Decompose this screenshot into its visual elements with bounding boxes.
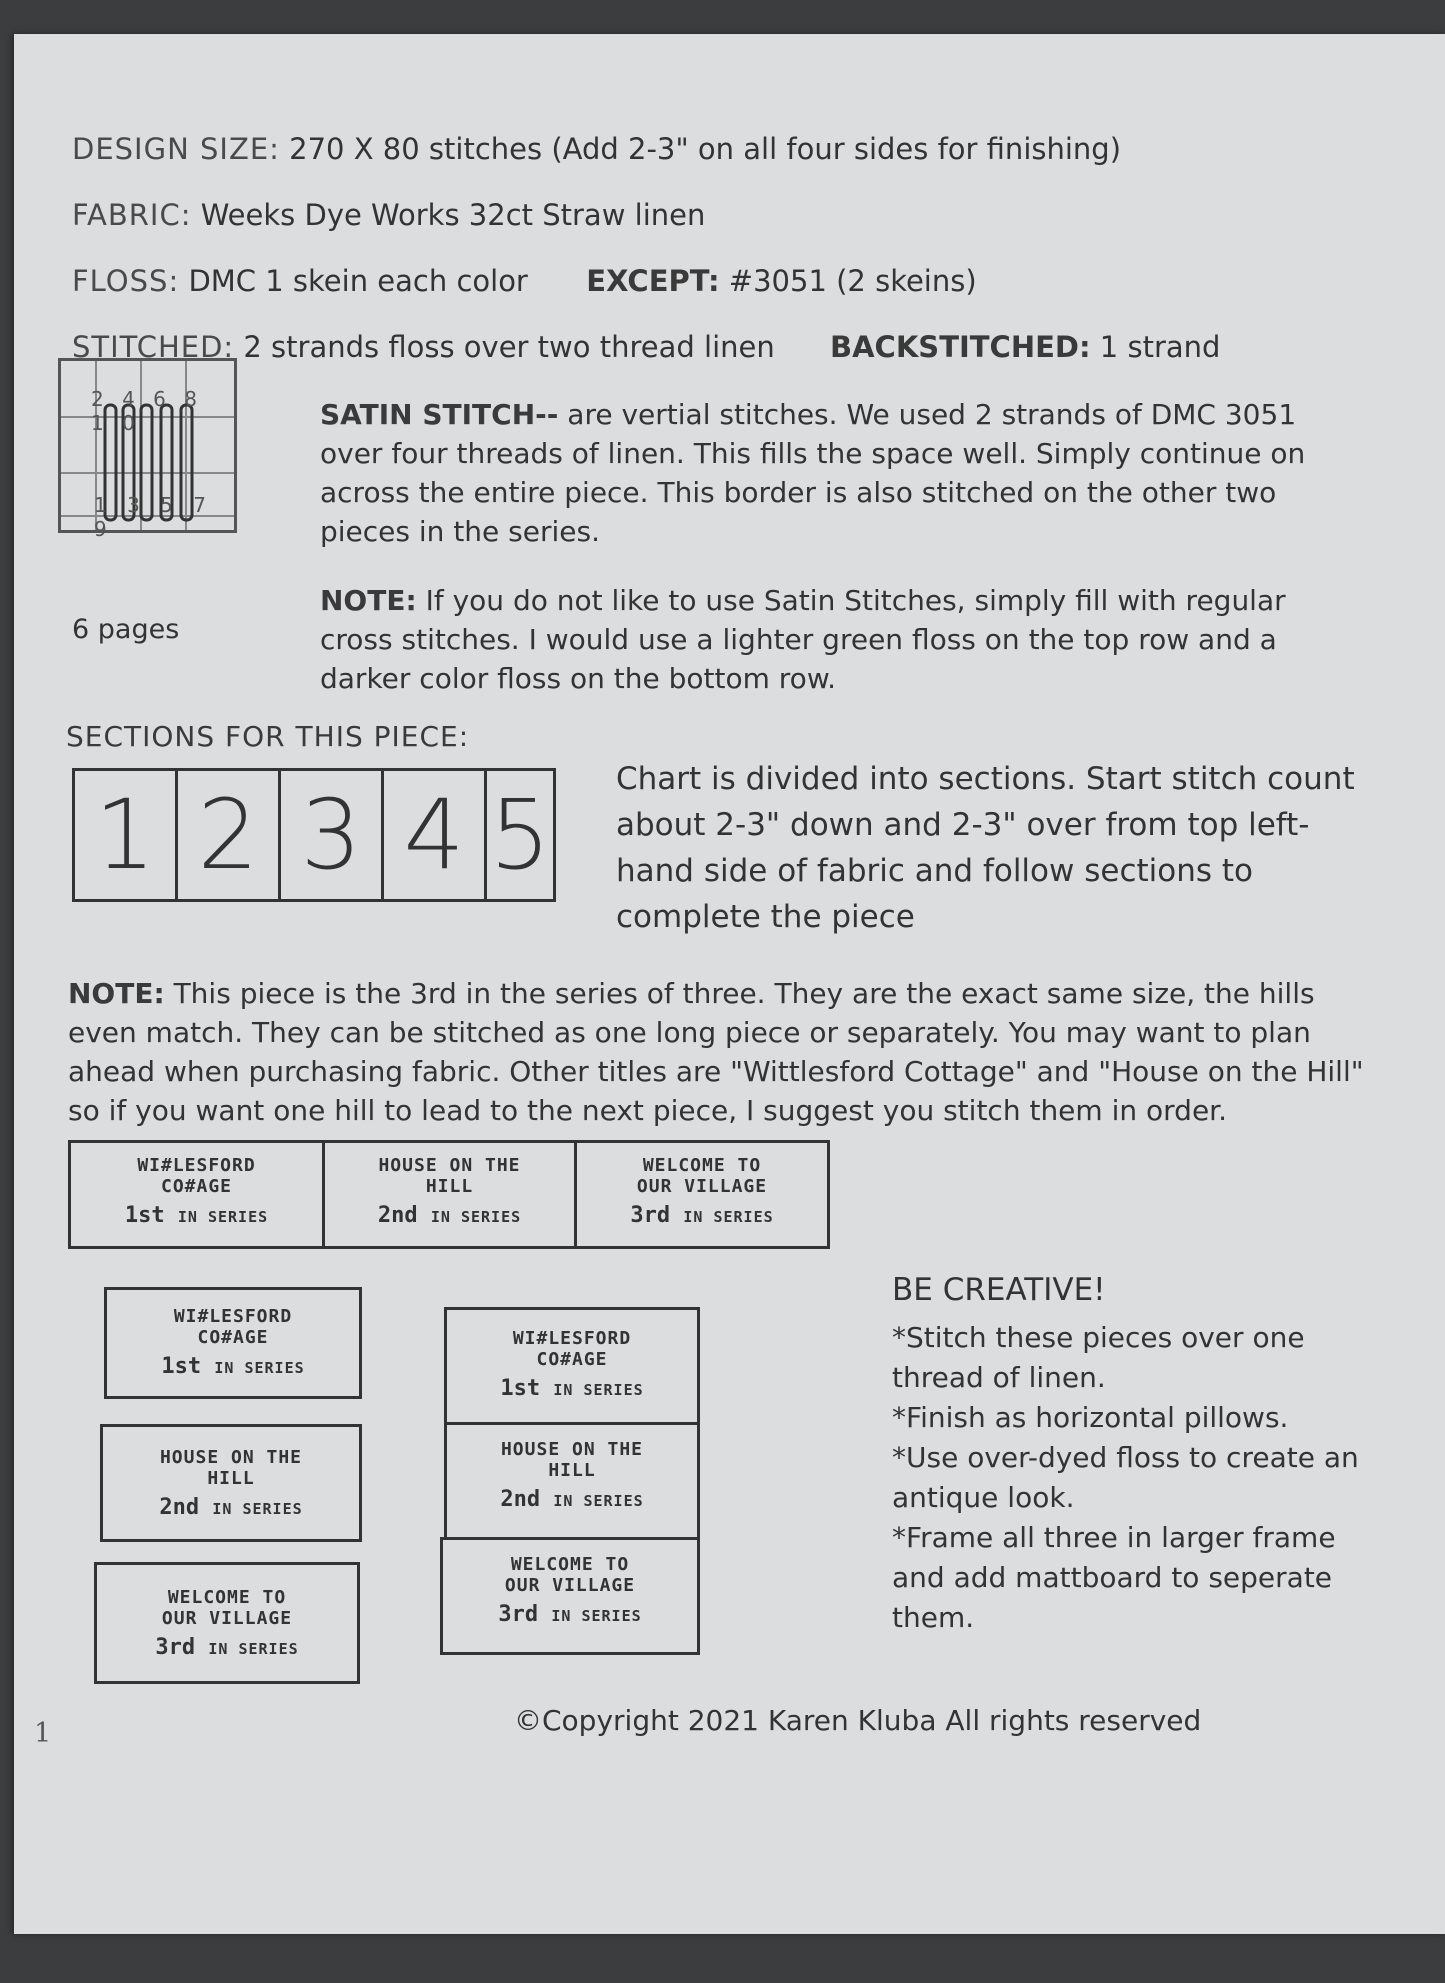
series-title-line1: HOUSE ON THE <box>378 1155 521 1176</box>
grid-bottom-numbers: 1 3 5 7 9 <box>94 493 213 541</box>
series-ordinal: 3rd <box>630 1203 671 1228</box>
section-box-1: 1 <box>75 771 178 899</box>
series-caption: IN SERIES <box>212 1500 303 1518</box>
sections-heading: SECTIONS FOR THIS PIECE: <box>66 720 470 753</box>
be-creative-list <box>892 1318 1362 1638</box>
pages-caption: 6 pages <box>72 614 180 645</box>
stitched-value: 2 strands floss over two thread linen <box>243 330 775 364</box>
series-ordinal: 3rd <box>498 1602 539 1627</box>
series-ordinal: 1st <box>124 1203 165 1228</box>
series-title-line1: WI#LESFORD <box>512 1328 632 1349</box>
grid-top-numbers: 2 4 6 8 1 0 <box>91 387 203 435</box>
series-title-line2: HILL <box>207 1468 255 1489</box>
series-box-2nd-stacked <box>444 1422 700 1540</box>
series-ordinal: 2nd <box>500 1487 541 1512</box>
copyright-text: ©Copyright 2021 Karen Kluba All rights reserved <box>514 1704 1202 1737</box>
series-caption: IN SERIES <box>553 1381 644 1399</box>
design-size-value: 270 X 80 stitches (Add 2-3" on all four sides for finishing) <box>289 132 1122 166</box>
backstitched-label: BACKSTITCHED: <box>830 330 1091 364</box>
series-caption: IN SERIES <box>177 1208 269 1226</box>
backstitched-line <box>830 330 1220 364</box>
section-box-3: 3 <box>281 771 384 899</box>
satin-heading: SATIN STITCH-- <box>320 398 559 431</box>
series-box-2nd <box>325 1143 577 1246</box>
design-size-line <box>72 132 1121 166</box>
series-note-paragraph <box>68 974 1368 1130</box>
satin-note-text: If you do not like to use Satin Stitches, simply fill with regular cross stitches. I would use a lighter green floss on the top row and a darker color floss on the bottom row. <box>320 584 1286 695</box>
backstitched-value: 1 strand <box>1099 330 1221 364</box>
section-boxes <box>72 768 556 902</box>
series-title-line1: WI#LESFORD <box>137 1155 256 1176</box>
satin-text: are vertial stitches. We used 2 strands of DMC 3051 over four threads of linen. This fills the space well. Simply continue on across the entire piece. This border is also stitched on the other two pieces in the series. <box>320 398 1306 548</box>
be-creative-item: *Frame all three in larger frame and add mattboard to seperate them. <box>892 1521 1336 1634</box>
series-title-line2: CO#AGE <box>197 1327 269 1348</box>
series-title-line2: OUR VILLAGE <box>161 1608 293 1629</box>
page-number: 1 <box>34 1718 52 1749</box>
fabric-value: Weeks Dye Works 32ct Straw linen <box>200 198 706 232</box>
series-caption: IN SERIES <box>430 1208 522 1226</box>
series-caption: IN SERIES <box>214 1359 305 1377</box>
design-size-label: DESIGN SIZE: <box>72 132 280 166</box>
satin-stitch-paragraph <box>320 395 1360 551</box>
except-label: EXCEPT: <box>586 264 720 298</box>
section-box-5: 5 <box>489 779 551 891</box>
series-box-3rd-separate <box>94 1562 360 1684</box>
series-title-line1: WELCOME TO <box>167 1587 287 1608</box>
except-value: #3051 (2 skeins) <box>728 264 977 298</box>
section-box-4: 4 <box>384 771 487 899</box>
series-title-line2: HILL <box>425 1176 474 1197</box>
section-box-2: 2 <box>178 771 281 899</box>
series-title-line1: WELCOME TO <box>510 1554 630 1575</box>
satin-note-paragraph <box>320 581 1360 698</box>
series-title-line1: HOUSE ON THE <box>500 1439 644 1460</box>
series-caption: IN SERIES <box>683 1208 774 1226</box>
series-note-label: NOTE: <box>68 977 165 1010</box>
series-title-line1: HOUSE ON THE <box>159 1447 303 1468</box>
series-ordinal: 2nd <box>159 1495 200 1520</box>
series-box-1st-stacked <box>444 1307 700 1425</box>
be-creative-item: *Use over-dyed floss to create an antique look. <box>892 1441 1359 1514</box>
series-title-line2: OUR VILLAGE <box>504 1575 636 1596</box>
be-creative-heading: BE CREATIVE! <box>892 1272 1106 1308</box>
series-caption: IN SERIES <box>551 1607 642 1625</box>
be-creative-item: *Finish as horizontal pillows. <box>892 1401 1289 1434</box>
series-ordinal: 1st <box>161 1354 202 1379</box>
series-box-1st <box>71 1143 325 1246</box>
satin-stitch-diagram <box>58 358 237 541</box>
sections-text: Chart is divided into sections. Start stitch count about 2-3" down and 2-3" over from top left-hand side of fabric and follow sections to complete the piece <box>616 761 1355 935</box>
series-caption: IN SERIES <box>553 1492 644 1510</box>
series-ordinal: 3rd <box>155 1635 196 1660</box>
series-box-3rd <box>577 1143 827 1246</box>
be-creative-item: *Stitch these pieces over one thread of linen. <box>892 1321 1305 1394</box>
series-title-line1: WI#LESFORD <box>173 1306 293 1327</box>
series-note-text: This piece is the 3rd in the series of three. They are the exact same size, the hills even match. They can be stitched as one long piece or separately. You may want to plan ahead when purchasing fabric. Other titles are "Wittlesford Cottage" and "House on the Hill" so if you want one hill to lead to the next piece, I suggest you stitch them in order. <box>68 977 1364 1127</box>
stacked-arrangement <box>444 1307 700 1657</box>
series-caption: IN SERIES <box>208 1640 299 1658</box>
series-ordinal: 1st <box>500 1376 541 1401</box>
series-box-1st-separate <box>104 1287 362 1399</box>
fabric-line <box>72 198 705 232</box>
series-ordinal: 2nd <box>377 1203 418 1228</box>
horizontal-arrangement <box>68 1140 830 1249</box>
series-box-2nd-separate <box>100 1424 362 1542</box>
series-title-line2: CO#AGE <box>536 1349 608 1370</box>
floss-value: DMC 1 skein each color <box>188 264 528 298</box>
fabric-label: FABRIC: <box>72 198 192 232</box>
series-box-3rd-stacked <box>440 1537 700 1655</box>
series-title-line2: CO#AGE <box>160 1176 233 1197</box>
satin-note-label: NOTE: <box>320 584 417 617</box>
series-title-line1: WELCOME TO <box>642 1155 762 1176</box>
series-title-line2: HILL <box>548 1460 596 1481</box>
stitched-label: STITCHED: <box>72 330 235 364</box>
floss-label: FLOSS: <box>72 264 180 298</box>
floss-line <box>72 264 977 298</box>
series-title-line2: OUR VILLAGE <box>636 1176 768 1197</box>
